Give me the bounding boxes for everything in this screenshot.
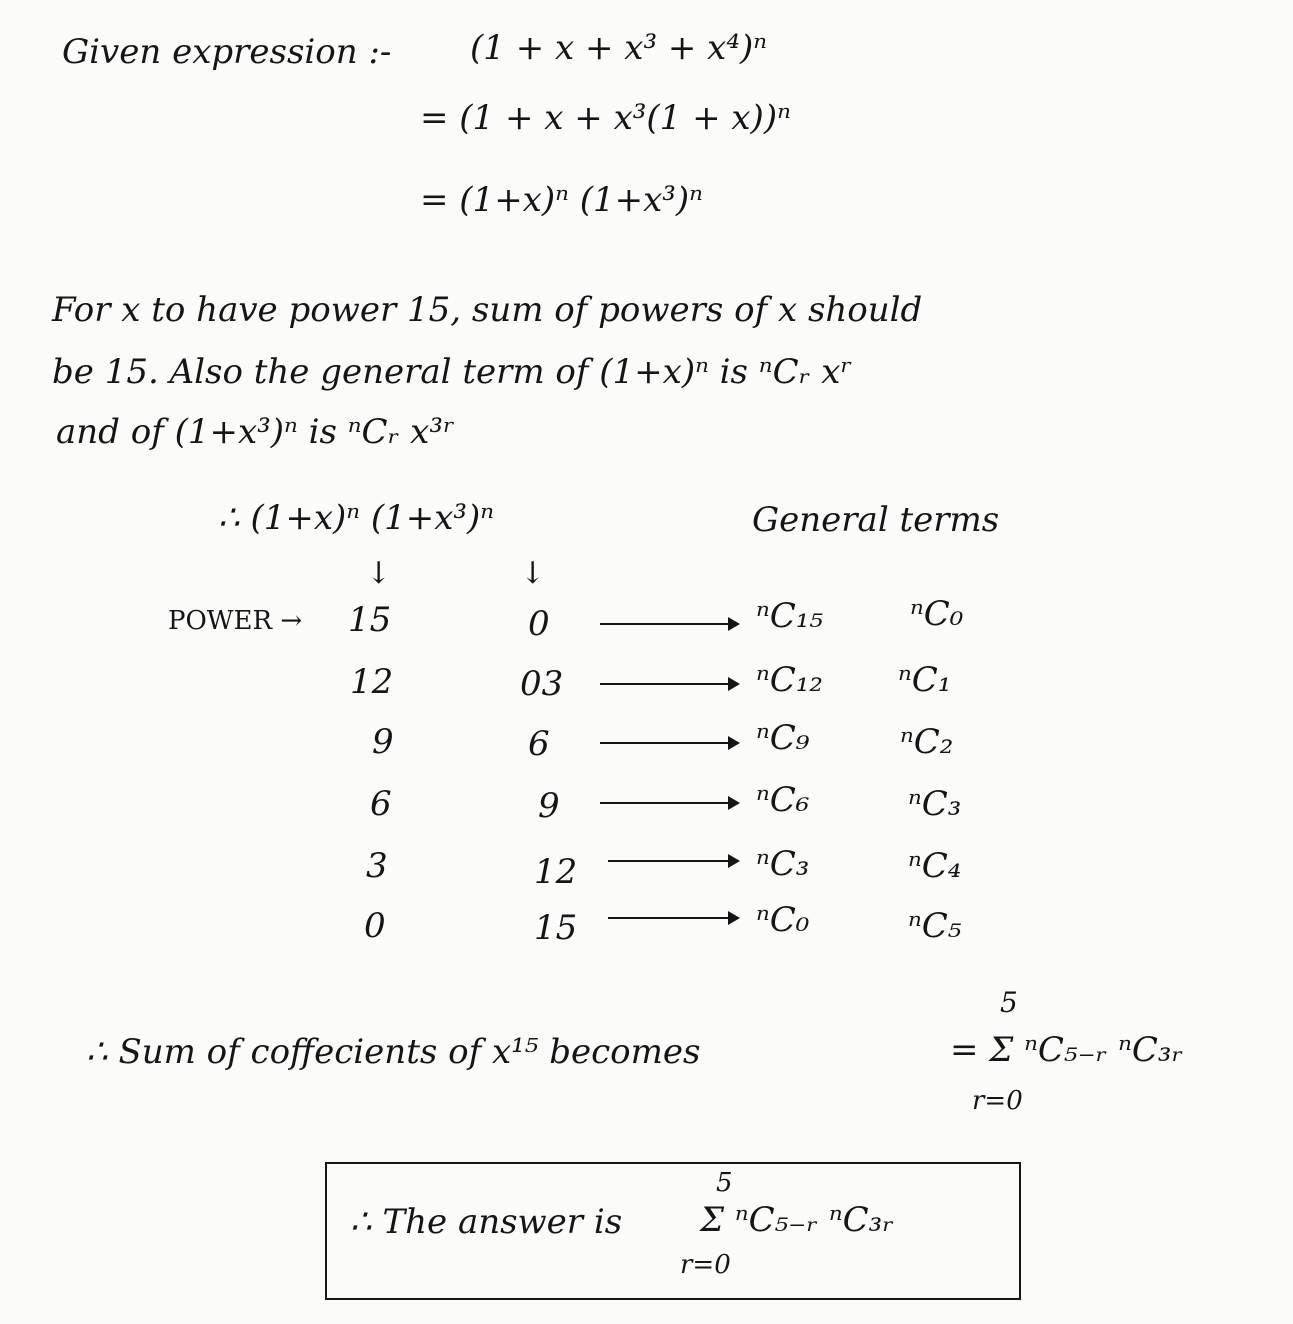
- down-arrow-1: ↓: [366, 556, 392, 591]
- table-arrow: [608, 860, 738, 862]
- table-cell-term-2: ⁿC₃: [908, 784, 962, 824]
- power-label: POWER →: [168, 606, 303, 636]
- table-cell-power-2: 9: [538, 786, 560, 826]
- table-arrow: [600, 802, 738, 804]
- table-cell-power-2: 03: [520, 664, 564, 704]
- table-cell-term-2: ⁿC₄: [908, 846, 962, 886]
- given-line-1: (1 + x + x³ + x⁴)ⁿ: [470, 28, 768, 68]
- table-arrow: [608, 917, 738, 919]
- table-cell-term-1: ⁿC₉: [756, 718, 810, 758]
- given-line-2: = (1 + x + x³(1 + x))ⁿ: [420, 98, 791, 138]
- sum-lower-limit: r=0: [972, 1086, 1023, 1116]
- table-cell-term-1: ⁿC₁₅: [756, 596, 824, 636]
- explanation-line-1: For x to have power 15, sum of powers of x should: [52, 290, 923, 330]
- answer-expression: Σ ⁿC₅₋ᵣ ⁿC₃ᵣ: [700, 1200, 895, 1240]
- down-arrow-2: ↓: [520, 556, 546, 591]
- table-cell-power-1: 15: [348, 600, 392, 640]
- explanation-line-3: and of (1+x³)ⁿ is ⁿCᵣ x³ʳ: [56, 412, 455, 452]
- table-cell-power-1: 12: [350, 662, 394, 702]
- answer-text: ∴ The answer is: [350, 1202, 623, 1242]
- table-cell-power-2: 15: [534, 908, 578, 948]
- table-cell-term-1: ⁿC₆: [756, 780, 810, 820]
- table-cell-power-2: 6: [528, 724, 550, 764]
- sum-line-text: ∴ Sum of coffecients of x¹⁵ becomes: [86, 1032, 701, 1072]
- table-cell-term-2: ⁿC₅: [908, 906, 962, 946]
- table-arrow: [600, 742, 738, 744]
- table-cell-term-1: ⁿC₃: [756, 844, 810, 884]
- answer-lower-limit: r=0: [680, 1250, 731, 1280]
- table-cell-term-1: ⁿC₀: [756, 900, 810, 940]
- table-cell-power-1: 9: [372, 722, 394, 762]
- table-cell-power-1: 0: [364, 906, 386, 946]
- sum-line-expression: = Σ ⁿC₅₋ᵣ ⁿC₃ᵣ: [950, 1030, 1184, 1070]
- answer-upper-limit: 5: [716, 1168, 733, 1198]
- table-arrow: [600, 623, 738, 625]
- table-cell-power-1: 6: [370, 784, 392, 824]
- table-cell-term-2: ⁿC₀: [910, 594, 964, 634]
- explanation-line-2: be 15. Also the general term of (1+x)ⁿ is ⁿCᵣ xʳ: [52, 352, 853, 392]
- table-cell-term-2: ⁿC₂: [900, 722, 954, 762]
- given-line-3: = (1+x)ⁿ (1+x³)ⁿ: [420, 180, 703, 220]
- table-cell-term-1: ⁿC₁₂: [756, 660, 824, 700]
- table-cell-power-2: 12: [534, 852, 578, 892]
- sum-upper-limit: 5: [1000, 986, 1018, 1019]
- table-cell-power-1: 3: [366, 846, 388, 886]
- table-cell-term-2: ⁿC₁: [898, 660, 952, 700]
- table-header-expression: ∴ (1+x)ⁿ (1+x³)ⁿ: [218, 498, 495, 538]
- table-cell-power-2: 0: [528, 604, 550, 644]
- table-header-general-terms: General terms: [752, 500, 1000, 540]
- given-label: Given expression :-: [62, 32, 392, 72]
- table-arrow: [600, 683, 738, 685]
